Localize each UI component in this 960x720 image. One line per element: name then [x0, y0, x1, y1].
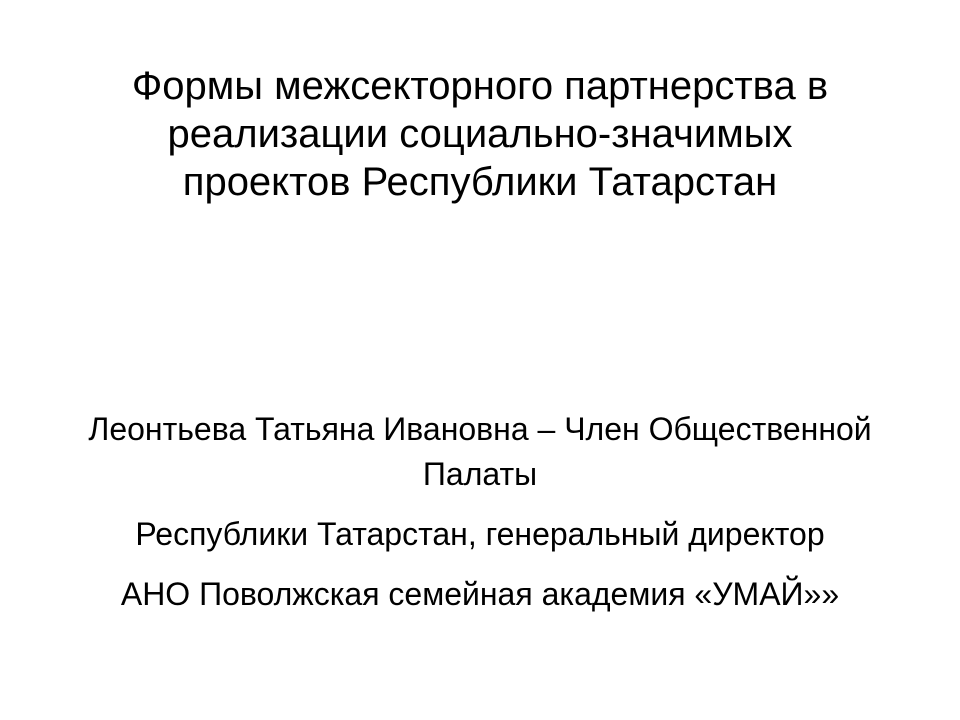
slide-title [0, 62, 960, 206]
subtitle-paragraph-author [0, 407, 960, 497]
slide-title-line-2: реализации социально-значимых [167, 112, 793, 156]
subtitle-role-line: Республики Татарстан, генеральный директор [135, 516, 825, 552]
slide-subtitle [0, 407, 960, 632]
subtitle-author-line-2: Палаты [422, 456, 538, 492]
subtitle-paragraph-role [0, 512, 960, 557]
subtitle-paragraph-organization [0, 572, 960, 617]
subtitle-author-line-1: Леонтьева Татьяна Ивановна – Член Общественной [88, 411, 872, 447]
slide-title-line-3: проектов Республики Татарстан [182, 160, 778, 204]
subtitle-organization-line: АНО Поволжская семейная академия «УМАЙ»» [120, 576, 840, 612]
slide-title-line-1: Формы межсекторного партнерства в [131, 64, 829, 108]
